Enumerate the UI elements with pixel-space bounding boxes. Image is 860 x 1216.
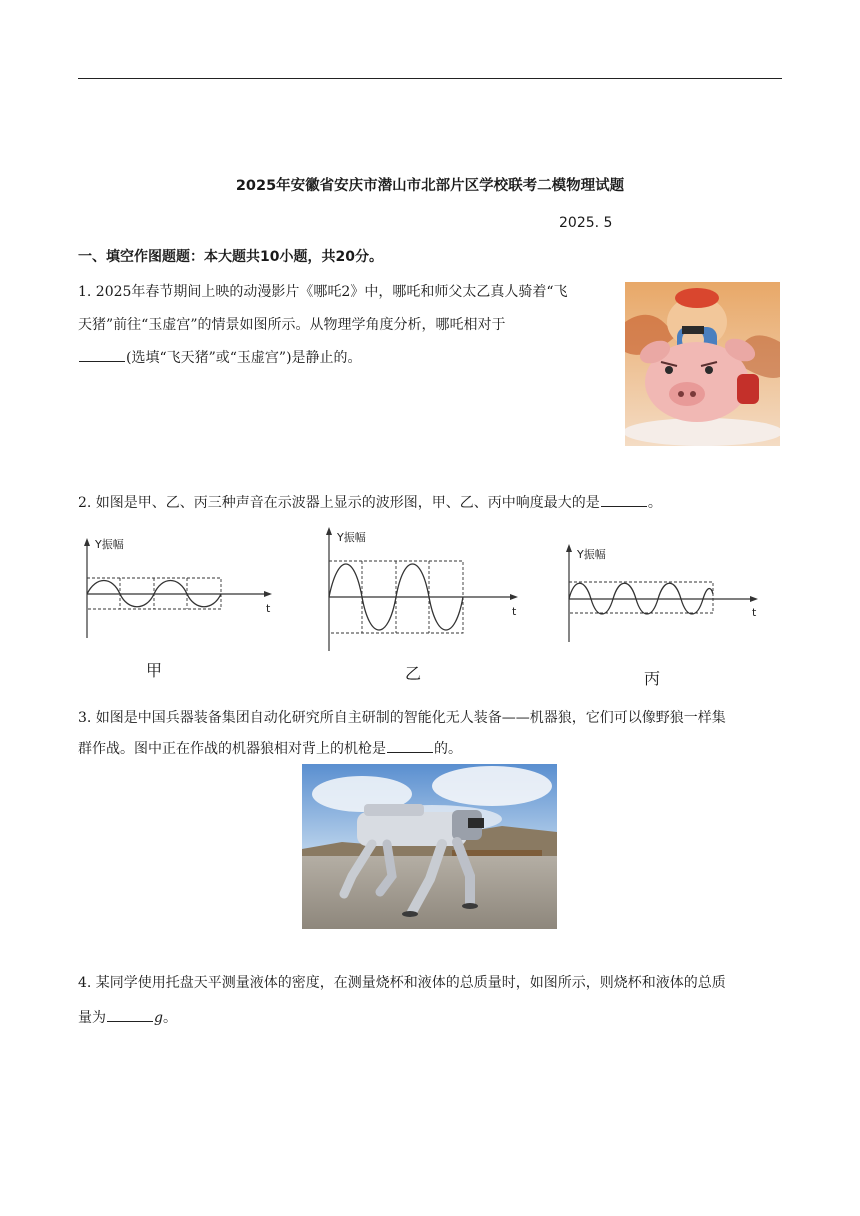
waveform-chart-bing: [558, 544, 768, 644]
question-3-text-before: 群作战。图中正在作战的机器狼相对背上的机枪是: [78, 741, 386, 757]
y-axis-label: Y振幅: [95, 538, 124, 551]
header-rule: [78, 78, 782, 79]
exam-date: 2025. 5: [559, 215, 613, 231]
question-4-line-2: [78, 1002, 177, 1035]
waveform-chart-jia: [76, 538, 276, 642]
nezha-flying-pig-image: [625, 282, 780, 446]
page-title: 2025年安徽省安庆市潜山市北部片区学校联考二模物理试题: [235, 178, 625, 194]
question-3-line-1: 3. 如图是中国兵器装备集团自动化研究所自主研制的智能化无人装备——机器狼，它们可以像野狼一样集: [78, 710, 726, 726]
y-axis-label: Y振幅: [337, 531, 366, 544]
waveform-chart-yi: [318, 527, 528, 655]
answer-blank[interactable]: [601, 494, 647, 507]
answer-blank[interactable]: [107, 1009, 153, 1022]
question-2-text-after: 。: [647, 495, 662, 511]
waveform-label-yi: 乙: [405, 664, 422, 683]
x-axis-label: t: [266, 602, 271, 615]
robot-wolf-image: [302, 764, 557, 929]
question-4-line-1: 4. 某同学使用托盘天平测量液体的密度，在测量烧杯和液体的总质量时，如图所示，则烧杯和液体的总质: [78, 975, 726, 991]
question-3-line-2: [78, 733, 462, 766]
question-2-text: [78, 487, 662, 520]
question-4-unit: g: [154, 1010, 163, 1026]
question-1-line-3: [78, 342, 362, 375]
waveform-label-jia: 甲: [146, 661, 163, 680]
question-1-line-2: 天猪”前往“玉虚宫”的情景如图所示。从物理学角度分析，哪吒相对于: [78, 317, 506, 333]
section-heading: 一、填空作图题题：本大题共10小题，共20分。: [78, 249, 383, 265]
x-axis-label: t: [512, 605, 517, 618]
question-3-text-after: 的。: [434, 741, 462, 757]
question-1-line-1: 1. 2025年春节期间上映的动漫影片《哪吒2》中，哪吒和师父太乙真人骑着“飞: [78, 284, 568, 300]
question-1-line-3-text: (选填“飞天猪”或“玉虚宫”)是静止的。: [126, 350, 362, 366]
answer-blank[interactable]: [79, 349, 125, 362]
y-axis-label: Y振幅: [577, 548, 606, 561]
question-2-text-before: 2. 如图是甲、乙、丙三种声音在示波器上显示的波形图，甲、乙、丙中响度最大的是: [78, 495, 600, 511]
waveform-label-bing: 丙: [644, 669, 661, 688]
answer-blank[interactable]: [387, 740, 433, 753]
question-4-text-after: 。: [162, 1010, 177, 1026]
x-axis-label: t: [752, 606, 757, 619]
question-4-text-before: 量为: [78, 1010, 106, 1026]
